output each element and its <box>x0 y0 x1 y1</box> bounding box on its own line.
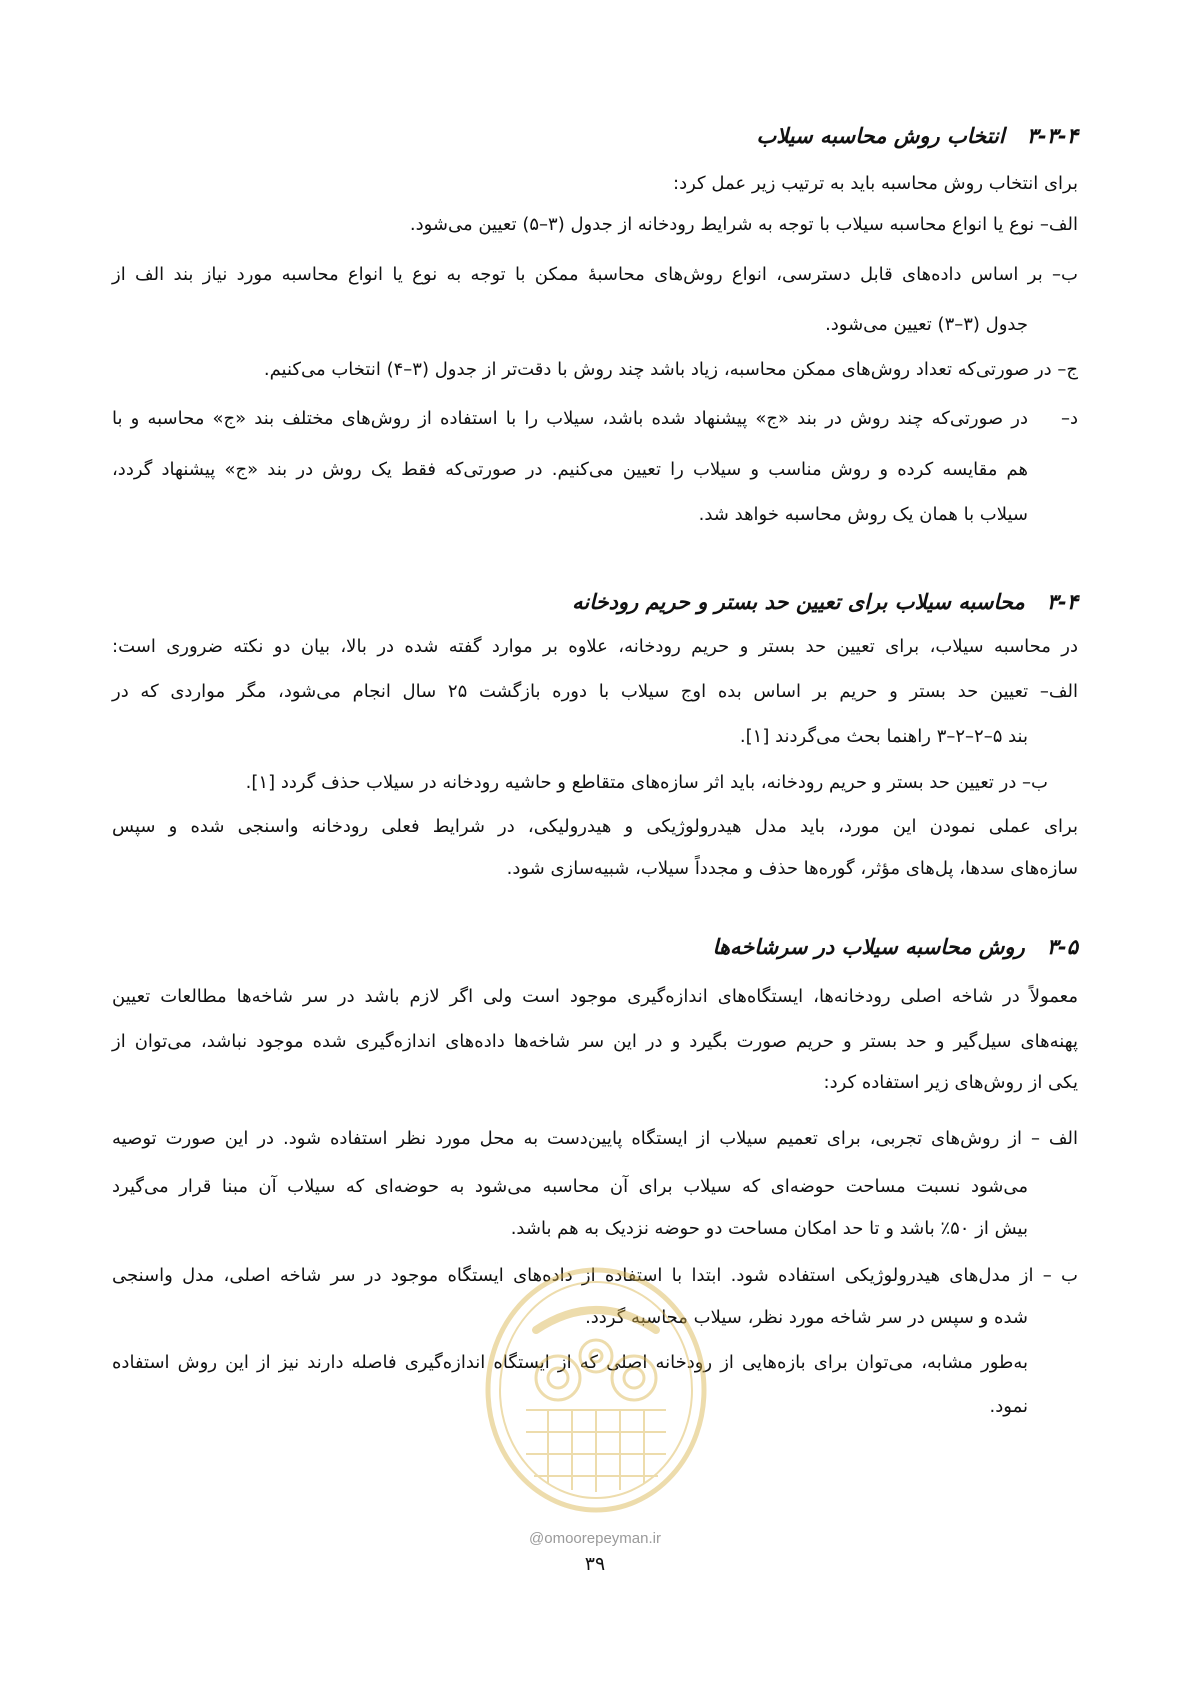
list-item-alef-line-2: بند ۵–۲–۲–۳ راهنما بحث می‌گردند [۱]. <box>739 726 1028 747</box>
list-item-je: ج– در صورتی‌که تعداد روش‌های ممکن محاسبه، زیاد باشد چند روش با دقت‌تر از جدول (۳–۴) انتخاب می‌کنیم. <box>263 359 1078 380</box>
list-item-dal-line-3: سیلاب با همان یک روش محاسبه خواهد شد. <box>698 504 1028 525</box>
section-heading-3-4 <box>112 588 1078 616</box>
paragraph-line: برای عملی نمودن این مورد، باید مدل هیدرولوژیکی و هیدرولیکی، در شرایط فعلی رودخانه واسنجی شده و سپس <box>112 816 1078 837</box>
paragraph-line: یکی از روش‌های زیر استفاده کرد: <box>823 1072 1078 1093</box>
watermark-text: @omoorepeyman.ir <box>529 1530 661 1547</box>
list-item-dal-line-2: هم مقایسه کرده و روش مناسب و سیلاب را تعیین می‌کنیم. در صورتی‌که فقط یک روش در بند «ج» پیشنهاد گردد، <box>112 459 1028 480</box>
list-item-alef-line-1: الف – از روش‌های تجربی، برای تعمیم سیلاب از ایستگاه پایین‌دست به محل مورد نظر استفاده شود. در این صورت توصیه <box>112 1128 1078 1149</box>
list-item-be-line-1: ب– بر اساس داده‌های قابل دسترسی، انواع روش‌های محاسبهٔ ممکن با توجه به نوع یا انواع محاسبه مورد نیاز بند الف از <box>112 264 1078 285</box>
list-item-alef-line-1: الف– تعیین حد بستر و حریم بر اساس بده اوج سیلاب با دوره بازگشت ۲۵ سال انجام می‌شود، مگر مواردی که در <box>112 681 1078 702</box>
page-number: ۳۹ <box>584 1553 606 1575</box>
list-item-be: ب– در تعیین حد بستر و حریم رودخانه، باید اثر سازه‌های متقاطع و حاشیه رودخانه در سیلاب حذف گردد [۱]. <box>245 772 1048 793</box>
list-item-be-line-2: جدول (۳–۳) تعیین می‌شود. <box>825 314 1028 335</box>
paragraph-line: برای انتخاب روش محاسبه باید به ترتیب زیر عمل کرد: <box>673 173 1078 194</box>
section-number: ۳-۴ <box>1046 590 1078 614</box>
list-item-be-line-3: به‌طور مشابه، می‌توان برای بازه‌هایی از رودخانه اصلی که از ایستگاه اندازه‌گیری فاصله دارند نیز از این روش استفاده <box>112 1352 1028 1373</box>
paragraph-line: پهنه‌های سیل‌گیر و حد بستر و حریم صورت بگیرد و در این سر شاخه‌ها داده‌های اندازه‌گیری شده موجود نباشد، می‌توان از <box>112 1031 1078 1052</box>
list-item-alef-line-2: می‌شود نسبت مساحت حوضه‌ای که سیلاب برای آن محاسبه می‌شود به حوضه‌ای که سیلاب آن مبنا قرار می‌گیرد <box>112 1176 1028 1197</box>
list-item-alef-line-3: بیش از ۵۰٪ باشد و تا حد امکان مساحت دو حوضه نزدیک به هم باشد. <box>510 1218 1028 1239</box>
seal-logo-icon <box>478 1260 714 1520</box>
section-title: انتخاب روش محاسبه سیلاب <box>756 124 1005 148</box>
paragraph-line: در محاسبه سیلاب، برای تعیین حد بستر و حریم رودخانه، علاوه بر موارد گفته شده در بالا، بیان دو نکته ضروری است: <box>112 636 1078 657</box>
list-item-be-line-4: نمود. <box>989 1396 1028 1417</box>
section-title: روش محاسبه سیلاب در سرشاخه‌ها <box>712 935 1025 959</box>
section-heading-3-5 <box>112 933 1078 961</box>
list-item-alef: الف– نوع یا انواع محاسبه سیلاب با توجه به شرایط رودخانه از جدول (۳–۵) تعیین می‌شود. <box>409 214 1078 235</box>
list-item-be-line-1: ب – از مدل‌های هیدرولوژیکی استفاده شود. ابتدا با استفاده از داده‌های ایستگاه موجود در سر شاخه اصلی، مدل واسنجی <box>112 1265 1078 1286</box>
paragraph-line: معمولاً در شاخه اصلی رودخانه‌ها، ایستگاه‌های اندازه‌گیری موجود است ولی اگر لازم باشد در سر شاخه‌ها مطالعات تعیین <box>112 986 1078 1007</box>
section-number: ۳-۵ <box>1046 935 1078 959</box>
list-item-be-line-2: شده و سپس در سر شاخه مورد نظر، سیلاب محاسبه گردد. <box>585 1307 1028 1328</box>
section-number: ۳-۳-۴ <box>1026 124 1078 148</box>
section-title: محاسبه سیلاب برای تعیین حد بستر و حریم رودخانه <box>572 590 1025 614</box>
list-label-dal: د– <box>1060 408 1078 429</box>
section-heading-3-3-4 <box>112 122 1078 150</box>
paragraph-line: سازه‌های سدها، پل‌های مؤثر، گوره‌ها حذف و مجدداً سیلاب، شبیه‌سازی شود. <box>506 858 1078 879</box>
list-item-dal-line-1: در صورتی‌که چند روش در بند «ج» پیشنهاد شده باشد، سیلاب را با استفاده از روش‌های مختلف بند «ج» محاسبه و با <box>112 408 1028 429</box>
